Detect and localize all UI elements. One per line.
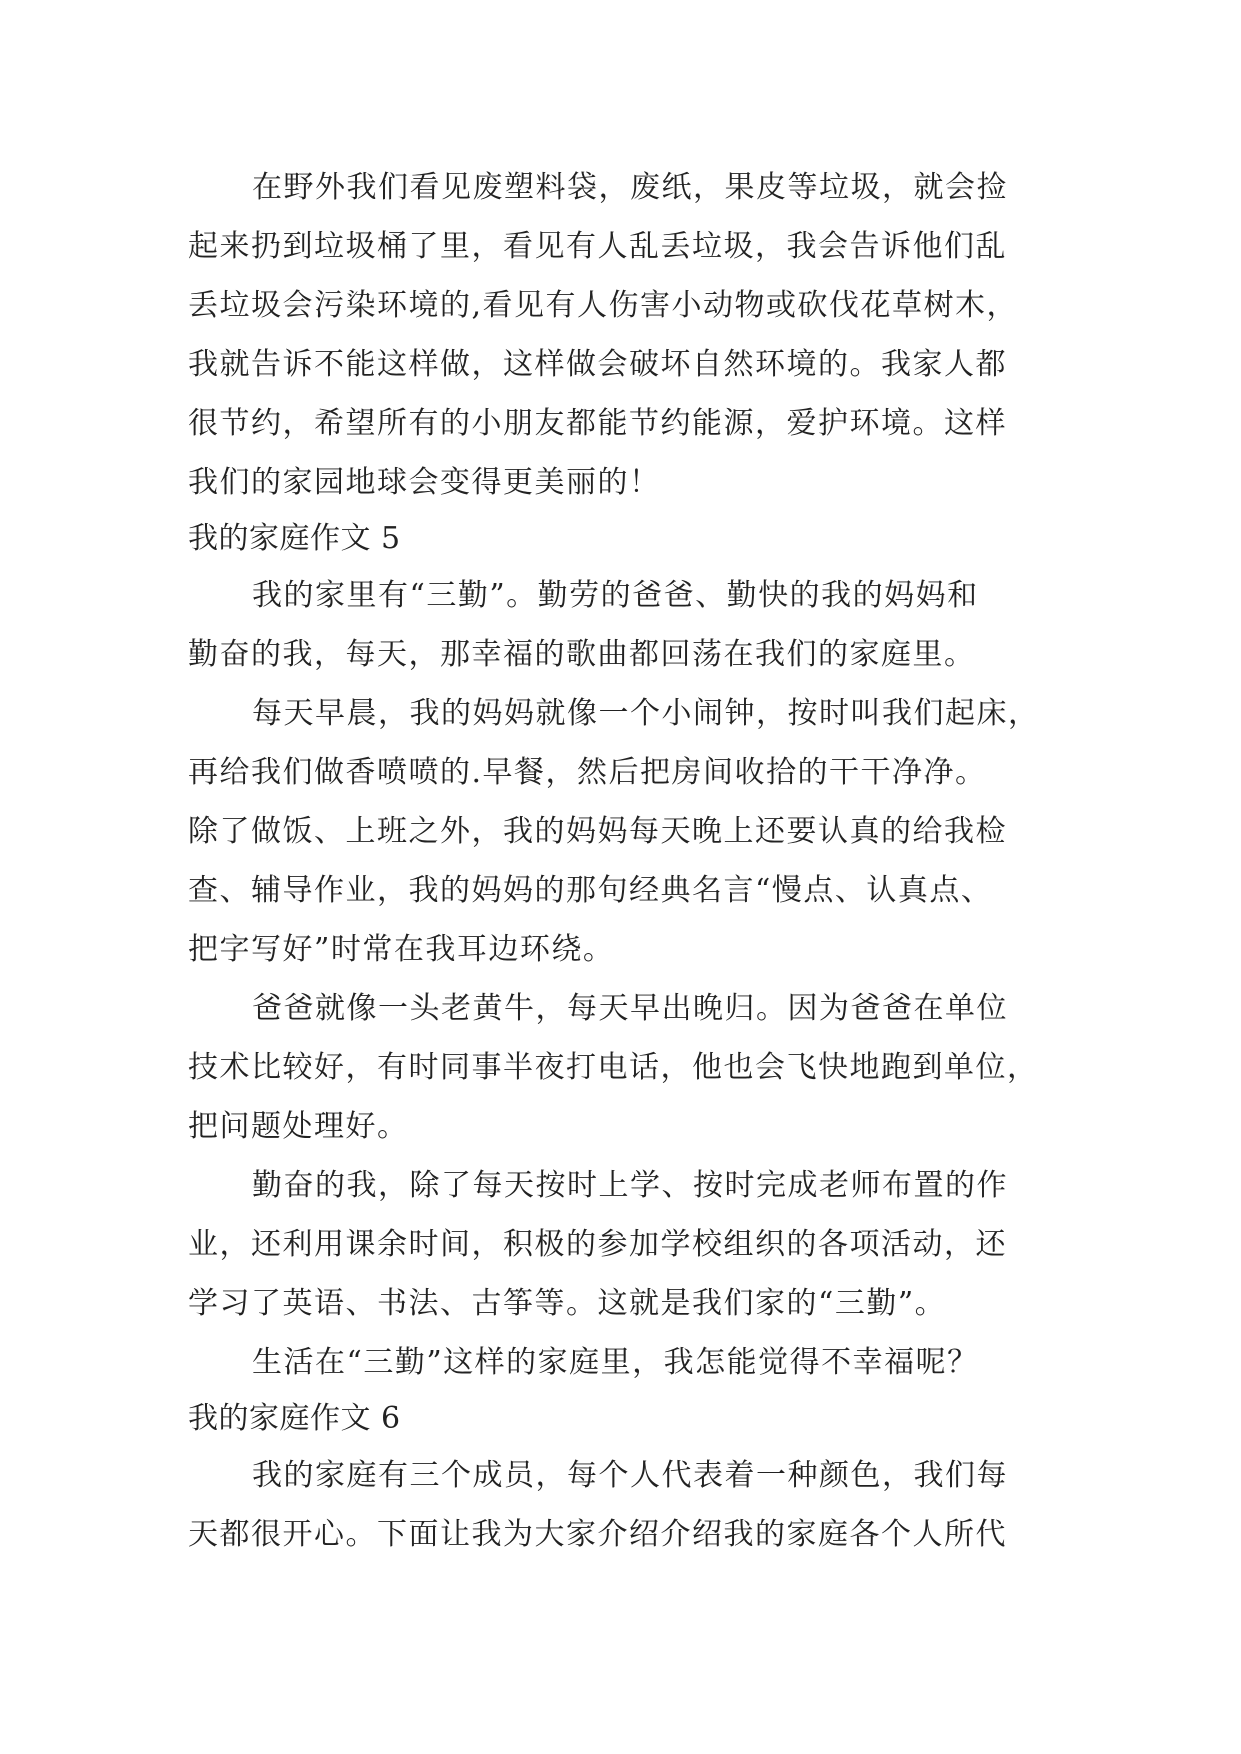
paragraph-line: 把字写好”时常在我耳边环绕。 [188, 932, 615, 967]
paragraph-line: 我们的家园地球会变得更美丽的！ [188, 465, 661, 500]
section-heading: 我的家庭作文 5 [188, 521, 401, 556]
paragraph-line: 我就告诉不能这样做，这样做会破坏自然环境的。我家人都 [188, 347, 1007, 382]
paragraph-line: 丢垃圾会污染环境的,看见有人伤害小动物或砍伐花草树木， [188, 288, 1019, 323]
paragraph-line: 天都很开心。下面让我为大家介绍介绍我的家庭各个人所代 [188, 1517, 1007, 1552]
paragraph-line: 起来扔到垃圾桶了里，看见有人乱丢垃圾，我会告诉他们乱 [188, 229, 1007, 264]
paragraph-line: 每天早晨，我的妈妈就像一个小闹钟，按时叫我们起床， [252, 696, 1040, 731]
paragraph-line: 查、辅导作业，我的妈妈的那句经典名言“慢点、认真点、 [188, 873, 993, 908]
paragraph-line: 我的家庭有三个成员，每个人代表着一种颜色，我们每 [252, 1458, 1008, 1493]
paragraph-line: 在野外我们看见废塑料袋，废纸，果皮等垃圾，就会捡 [252, 170, 1008, 205]
paragraph-line: 除了做饭、上班之外，我的妈妈每天晚上还要认真的给我检 [188, 814, 1007, 849]
paragraph-line: 很节约，希望所有的小朋友都能节约能源，爱护环境。这样 [188, 406, 1007, 441]
paragraph-line: 生活在“三勤”这样的家庭里，我怎能觉得不幸福呢？ [252, 1345, 979, 1380]
paragraph-line: 勤奋的我，每天，那幸福的歌曲都回荡在我们的家庭里。 [188, 637, 976, 672]
paragraph-line: 爸爸就像一头老黄牛，每天早出晚归。因为爸爸在单位 [252, 991, 1008, 1026]
paragraph-line: 把问题处理好。 [188, 1109, 409, 1144]
paragraph-line: 技术比较好，有时同事半夜打电话，他也会飞快地跑到单位， [188, 1050, 1039, 1085]
section-heading: 我的家庭作文 6 [188, 1401, 401, 1436]
paragraph-line: 业，还利用课余时间，积极的参加学校组织的各项活动，还 [188, 1227, 1007, 1262]
paragraph-line: 学习了英语、书法、古筝等。这就是我们家的“三勤”。 [188, 1286, 947, 1321]
paragraph-line: 我的家里有“三勤”。勤劳的爸爸、勤快的我的妈妈和 [252, 578, 979, 613]
paragraph-line: 再给我们做香喷喷的.早餐，然后把房间收拾的干干净净。 [188, 755, 987, 790]
paragraph-line: 勤奋的我，除了每天按时上学、按时完成老师布置的作 [252, 1168, 1008, 1203]
